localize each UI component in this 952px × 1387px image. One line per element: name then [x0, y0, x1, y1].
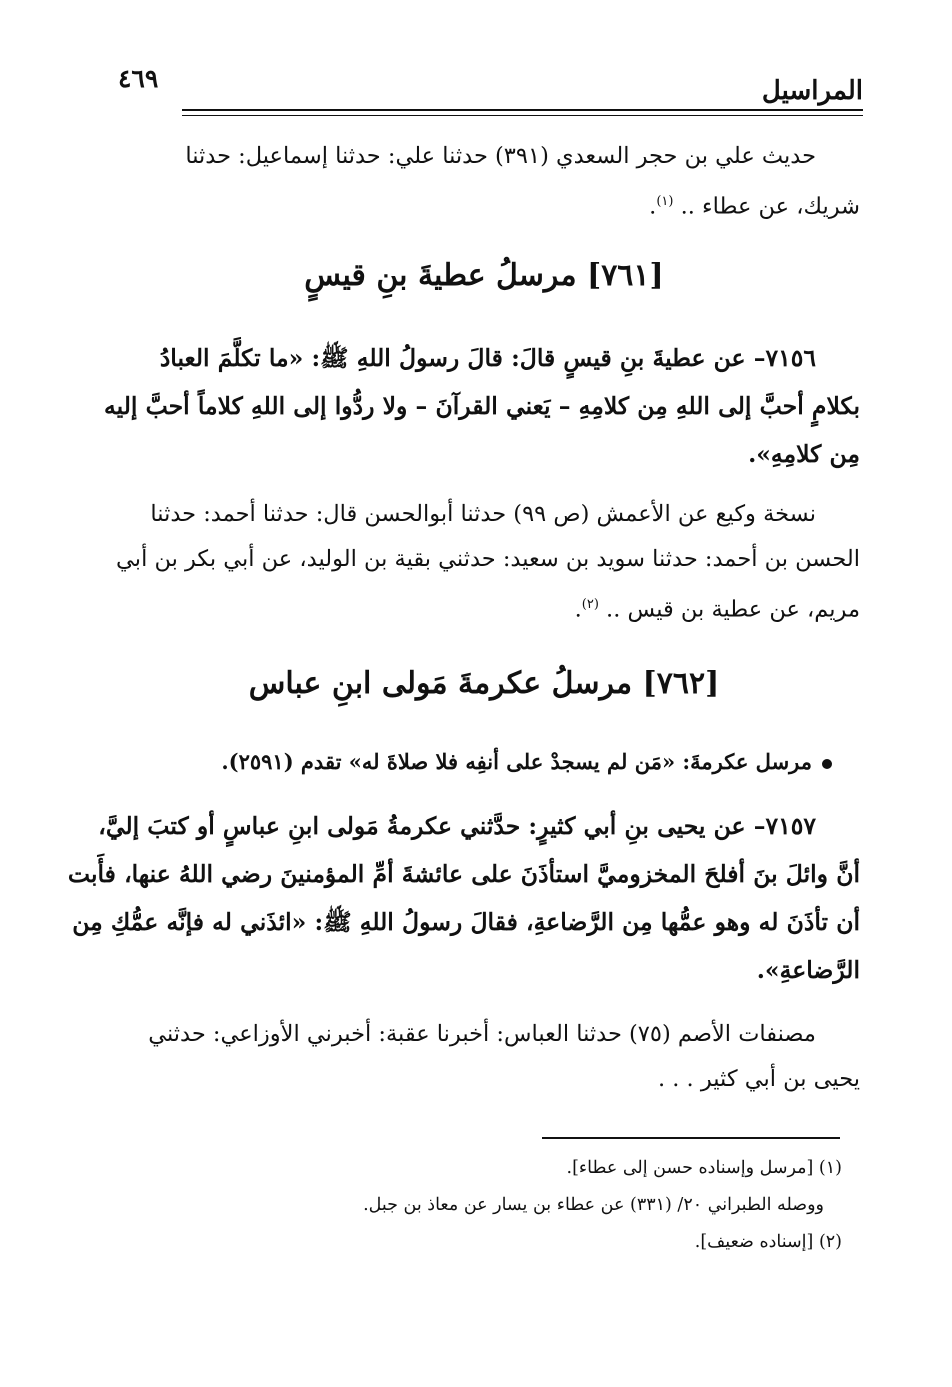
page-header: [118, 62, 863, 124]
hadith-7157: [67, 802, 860, 994]
hadith-line: ٧١٥٦– عن عطيةَ بنِ قيسٍ قالَ: قالَ رسولُ اللهِ ﷺ: «ما تكلَّمَ العبادُ: [159, 344, 816, 372]
text-line: مريم، عن عطية بن قيس .. $^{(٢)}$.: [574, 596, 860, 623]
text-line: حديث علي بن حجر السعدي (٣٩١) حدثنا علي: حدثنا إسماعيل: حدثنا: [185, 143, 816, 169]
bullet-line: مرسل عكرمةَ: «مَن لم يسجدْ على أنفِه فلا صلاةَ له» تقدم (٢٥٩١).: [108, 738, 860, 786]
running-title: المراسيل: [761, 76, 863, 106]
footnote-ref: (١): [656, 194, 674, 209]
footnote-1-continuation: ووصله الطبراني ٢٠/ (٣٣١) عن عطاء بن يسار عن معاذ بن جبل.: [363, 1195, 824, 1215]
hadith-7156: [104, 334, 860, 478]
bullet-icon: [822, 759, 832, 769]
hadith-line: الرَّضاعةِ».: [756, 956, 860, 984]
hadith-line: مِن كلامِهِ».: [748, 440, 860, 468]
source-paragraph-7157: [108, 1012, 860, 1102]
text-line: يحيى بن أبي كثير . . .: [657, 1066, 860, 1092]
text-line: مصنفات الأصم (٧٥) حدثنا العباس: أخبرنا عقبة: أخبرني الأوزاعي: حدثني: [148, 1021, 816, 1047]
footnote-1: (١) [مرسل وإسناده حسن إلى عطاء].: [566, 1158, 842, 1178]
text-line: شريك، عن عطاء .. $^{(١)}$.: [649, 193, 860, 220]
header-rule-thin: [182, 115, 863, 116]
source-paragraph-7156: [108, 492, 860, 633]
text-line: نسخة وكيع عن الأعمش (ص ٩٩) حدثنا أبوالحسن قال: حدثنا أحمد: حدثنا: [150, 501, 816, 527]
hadith-line: أنَّ وائلَ بنَ أفلحَ المخزوميَّ استأذَنَ على عائشةَ أمِّ المؤمنينَ رضي اللهُ عنها، فأَبت: [67, 860, 860, 888]
page-number: ٤٦٩: [118, 64, 159, 93]
footnote-ref: (٢): [581, 597, 599, 612]
footnotes: [108, 1150, 842, 1261]
hadith-line: أن تأذَنَ له وهو عمُّها مِن الرَّضاعةِ، فقالَ رسولُ اللهِ ﷺ: «ائذَني له فإنَّه عمُّكِ مِن: [72, 908, 860, 936]
section-heading-761: [٧٦١] مرسلُ عطيةَ بنِ قيسٍ: [304, 258, 664, 293]
text-line: الحسن بن أحمد: حدثنا سويد بن سعيد: حدثني بقية بن الوليد، عن أبي بكر بن أبي: [116, 546, 860, 572]
section-heading-762: [٧٦٢] مرسلُ عكرمةَ مَولى ابنِ عباس: [248, 666, 720, 701]
bullet-note: [108, 738, 860, 786]
intro-source-paragraph: [108, 134, 860, 230]
footnote-separator: [542, 1137, 840, 1139]
hadith-line: بكلامٍ أحبَّ إلى اللهِ مِن كلامِهِ – يَعني القرآنَ – ولا ردُّوا إلى اللهِ كلاماً أحبَّ إليه: [104, 392, 860, 420]
header-rule: [182, 109, 863, 111]
footnote-2: (٢) [إسناده ضعيف].: [694, 1232, 842, 1252]
hadith-line: ٧١٥٧– عن يحيى بنِ أبي كثيرٍ: حدَّثني عكرمةُ مَولى ابنِ عباسٍ أو كتبَ إليَّ،: [98, 812, 816, 840]
